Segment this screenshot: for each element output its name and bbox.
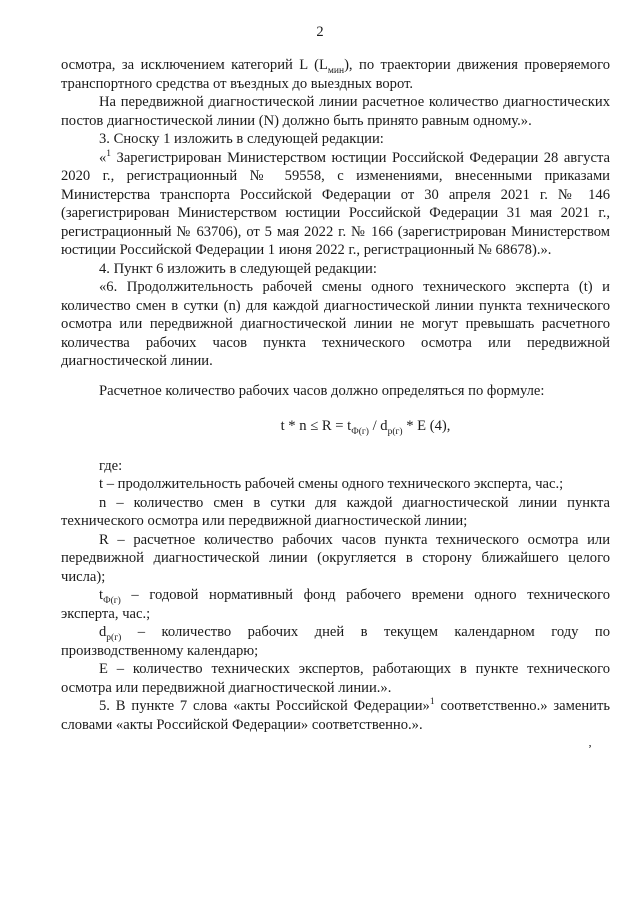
- paragraph-text: Зарегистрирован Министерством юстиции Российской Федерации 28 августа 2020 г., регистрационный № 59558, с изменениями, внесенными приказами Министерства транспорта Российской Федерации от 30 апреля 2021 г. № 146 (зарегистрирован Министерством юстиции Российской Федерации 31 мая 2021 г., регистрационный № 63706), от 5 мая 2022 г. № 166 (зарегистрирован Министерством юстиции Российской Федерации 1 июня 2022 г., регистрационный № 68678).».: [61, 149, 610, 258]
- paragraph-text: осмотра, за исключением категорий L (L: [61, 57, 328, 73]
- document-body: [61, 56, 610, 734]
- quote-open: «: [99, 149, 107, 166]
- paragraph-formula-intro: Расчетное количество рабочих часов должно определяться по формуле:: [99, 382, 545, 399]
- definition-r: R – расчетное количество рабочих часов пункта технического осмотра или передвижной диагностической линии (округляется в сторону ближайшего целого числа);: [61, 531, 610, 585]
- paragraph-point-6: «6. Продолжительность рабочей смены одного технического эксперта (t) и количество смен в сутки (n) для каждой диагностической линии пункта технического осмотра или передвижной диагностической линии не могут превышать расчетного количества рабочих часов пункта технического осмотра или передвижной диагностической линии.: [61, 279, 610, 369]
- formula-subscript: Ф(г): [351, 426, 369, 437]
- formula-part: t * n ≤ R = t: [280, 418, 352, 434]
- paragraph-continuation: [61, 56, 610, 93]
- definition-n: n – количество смен в сутки для каждой диагностической линии пункта технического осмотра или передвижной диагностической линии;: [61, 494, 610, 529]
- page-number: 2: [316, 24, 324, 40]
- paragraph-item-3: 3. Сноску 1 изложить в следующей редакции:: [99, 131, 384, 147]
- paragraph-item-5: [61, 697, 610, 734]
- definition-symbol: d: [99, 624, 107, 640]
- paragraph-text: ), по траектории движения проверяемого транспортного средства от въездных до выездных ворот.: [61, 57, 610, 92]
- paragraph-footnote-text: [61, 149, 610, 260]
- stray-mark: ʼ: [588, 742, 592, 756]
- definition-tf: [61, 586, 610, 623]
- paragraph-item-4: 4. Пункт 6 изложить в следующей редакции:: [99, 260, 377, 277]
- definition-subscript: р(г): [106, 632, 122, 643]
- where-label: где:: [99, 457, 123, 474]
- paragraph-mobile-line: На передвижной диагностической линии расчетное количество диагностических постов диагностической линии (N) должно быть принято равным одному.».: [61, 94, 610, 129]
- formula: [61, 417, 610, 436]
- definition-text: – количество рабочих дней в текущем календарном году по производственному календарю;: [61, 624, 610, 659]
- footnote-marker: 1: [429, 697, 435, 708]
- definition-symbol: t: [99, 587, 104, 603]
- formula-subscript: р(г): [387, 426, 403, 437]
- formula-part: * E (4),: [402, 418, 451, 434]
- subscript: мин: [327, 65, 345, 76]
- definition-subscript: Ф(г): [103, 595, 121, 606]
- definition-t: t – продолжительность рабочей смены одного технического эксперта, час.;: [99, 476, 564, 492]
- definition-text: – годовой нормативный фонд рабочего времени одного технического эксперта, час.;: [61, 587, 610, 622]
- definition-dr: [61, 623, 610, 660]
- paragraph-text: 5. В пункте 7 слова «акты Российской Федерации»: [99, 698, 430, 714]
- paragraph-text: соответственно.» заменить словами «акты Российской Федерации» соответственно.».: [61, 698, 610, 733]
- definition-e: E – количество технических экспертов, работающих в пункте технического осмотра или передвижной диагностической линии.».: [61, 661, 610, 696]
- footnote-marker: 1: [106, 148, 112, 159]
- formula-part: / d: [368, 418, 388, 434]
